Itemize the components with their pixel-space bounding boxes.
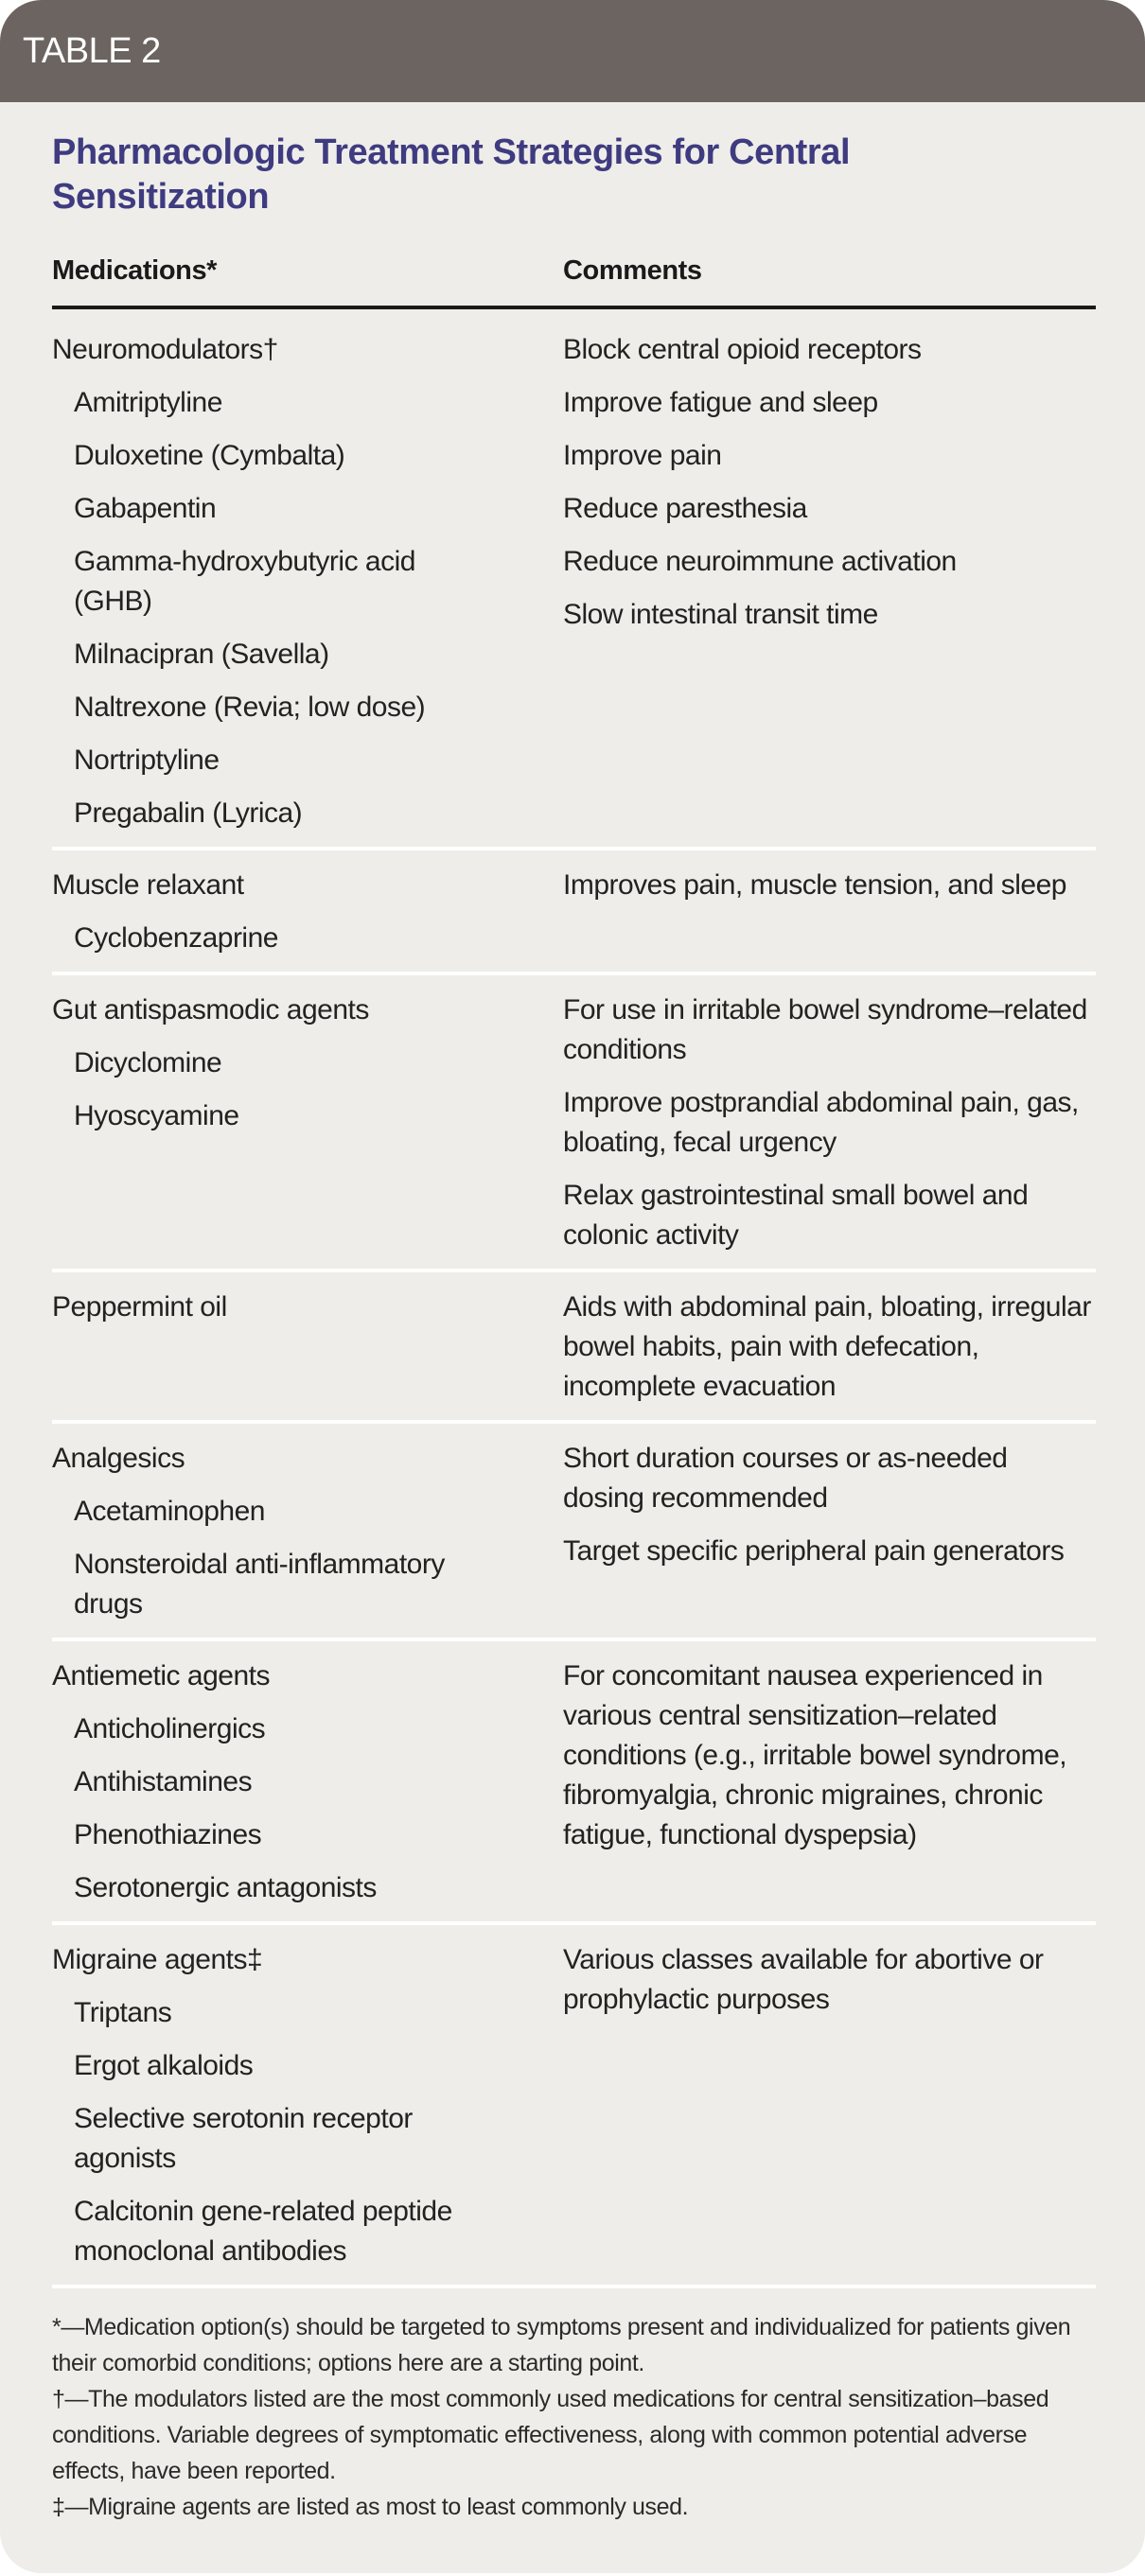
medication-item: Selective serotonin receptor agonists xyxy=(74,2103,413,2174)
comment-text: Slow intestinal transit time xyxy=(563,599,878,630)
medication-category: Neuromodulators† xyxy=(52,334,278,365)
comment-text: Reduce neuroimmune activation xyxy=(563,546,957,577)
medication-item: Pregabalin (Lyrica) xyxy=(74,797,303,829)
medication-item: Dicyclomine xyxy=(74,1047,222,1078)
comment-text: For use in irritable bowel syndrome–related conditions xyxy=(563,994,1087,1065)
medication-category: Gut antispasmodic agents xyxy=(52,994,369,1025)
comments-cell xyxy=(563,1656,1096,1908)
table-title: Pharmacologic Treatment Strategies for Central Sensitization xyxy=(52,132,851,217)
medication-category: Muscle relaxant xyxy=(52,869,244,901)
comments-cell xyxy=(563,330,1096,833)
comments-cell xyxy=(563,990,1096,1255)
column-header-medications: Medications* xyxy=(52,255,218,286)
comments-cell xyxy=(563,1940,1096,2271)
medication-item: Amitriptyline xyxy=(74,387,222,418)
footnote: *—Medication option(s) should be targeted to symptoms present and individualized for patients given their comorbid conditions; options here are a starting point. xyxy=(52,2314,1071,2376)
medications-cell xyxy=(52,1656,563,1908)
medication-category: Migraine agents‡ xyxy=(52,1944,263,1975)
comment-text: Block central opioid receptors xyxy=(563,334,922,365)
medication-item: Cyclobenzaprine xyxy=(74,922,278,954)
table-row xyxy=(52,1272,1096,1424)
comment-text: Improve postprandial abdominal pain, gas, bloating, fecal urgency xyxy=(563,1087,1079,1158)
table-header-bar xyxy=(0,0,1145,102)
comment-text: Short duration courses or as-needed dosing recommended xyxy=(563,1443,1008,1514)
medications-cell xyxy=(52,330,563,833)
medication-item: Triptans xyxy=(74,1997,172,2028)
table-row xyxy=(52,1424,1096,1641)
medications-cell xyxy=(52,866,563,958)
medication-item: Gamma-hydroxybutyric acid (GHB) xyxy=(74,546,415,617)
medication-item: Acetaminophen xyxy=(74,1496,265,1527)
comment-text: Improve fatigue and sleep xyxy=(563,387,878,418)
medication-item: Nonsteroidal anti-inflammatory drugs xyxy=(74,1549,445,1620)
footnote: ‡—Migraine agents are listed as most to least commonly used. xyxy=(52,2494,689,2520)
medication-item: Nortriptyline xyxy=(74,745,220,776)
comment-text: Various classes available for abortive or prophylactic purposes xyxy=(563,1944,1044,2015)
medication-category: Antiemetic agents xyxy=(52,1660,270,1691)
column-header-comments: Comments xyxy=(563,255,702,286)
medication-item: Serotonergic antagonists xyxy=(74,1872,377,1903)
comment-text: Improves pain, muscle tension, and sleep xyxy=(563,869,1066,901)
medication-item: Calcitonin gene-related peptide monoclonal antibodies xyxy=(74,2196,452,2267)
table-row xyxy=(52,1925,1096,2288)
medication-category: Analgesics xyxy=(52,1443,185,1474)
comment-text: For concomitant nausea experienced in various central sensitization–related conditions (e.g., irritable bowel syndrome, fibromyalgia, chronic migraines, chronic fatigue, functional dyspepsia) xyxy=(563,1660,1067,1850)
table-row xyxy=(52,1641,1096,1925)
comment-text: Relax gastrointestinal small bowel and colonic activity xyxy=(563,1180,1029,1251)
footnote: †—The modulators listed are the most commonly used medications for central sensitization–based conditions. Variable degrees of symptomatic effectiveness, along with common potential adverse effects, have been reported. xyxy=(52,2386,1049,2484)
medication-item: Duloxetine (Cymbalta) xyxy=(74,440,345,471)
column-headers xyxy=(52,255,1096,309)
comment-text: Target specific peripheral pain generators xyxy=(563,1535,1065,1567)
table-row xyxy=(52,975,1096,1272)
table-body xyxy=(52,309,1096,2288)
medication-item: Naltrexone (Revia; low dose) xyxy=(74,692,426,723)
medication-item: Hyoscyamine xyxy=(74,1100,239,1131)
comment-text: Reduce paresthesia xyxy=(563,493,807,524)
medications-cell xyxy=(52,1439,563,1624)
comment-text: Improve pain xyxy=(563,440,722,471)
medication-item: Milnacipran (Savella) xyxy=(74,639,329,670)
medications-cell xyxy=(52,1288,563,1407)
comments-cell xyxy=(563,1288,1096,1407)
comments-cell xyxy=(563,866,1096,958)
medication-category: Peppermint oil xyxy=(52,1291,227,1323)
comments-cell xyxy=(563,1439,1096,1624)
table-row xyxy=(52,850,1096,975)
table-label: TABLE 2 xyxy=(23,30,161,71)
medications-cell xyxy=(52,990,563,1255)
medication-item: Antihistamines xyxy=(74,1766,253,1797)
comment-text: Aids with abdominal pain, bloating, irregular bowel habits, pain with defecation, incomplete evacuation xyxy=(563,1291,1091,1402)
footnotes xyxy=(52,2288,1096,2525)
medications-cell xyxy=(52,1940,563,2271)
medication-item: Ergot alkaloids xyxy=(74,2050,254,2081)
medication-item: Gabapentin xyxy=(74,493,217,524)
medication-item: Anticholinergics xyxy=(74,1713,266,1744)
table-row xyxy=(52,309,1096,850)
medication-item: Phenothiazines xyxy=(74,1819,262,1850)
